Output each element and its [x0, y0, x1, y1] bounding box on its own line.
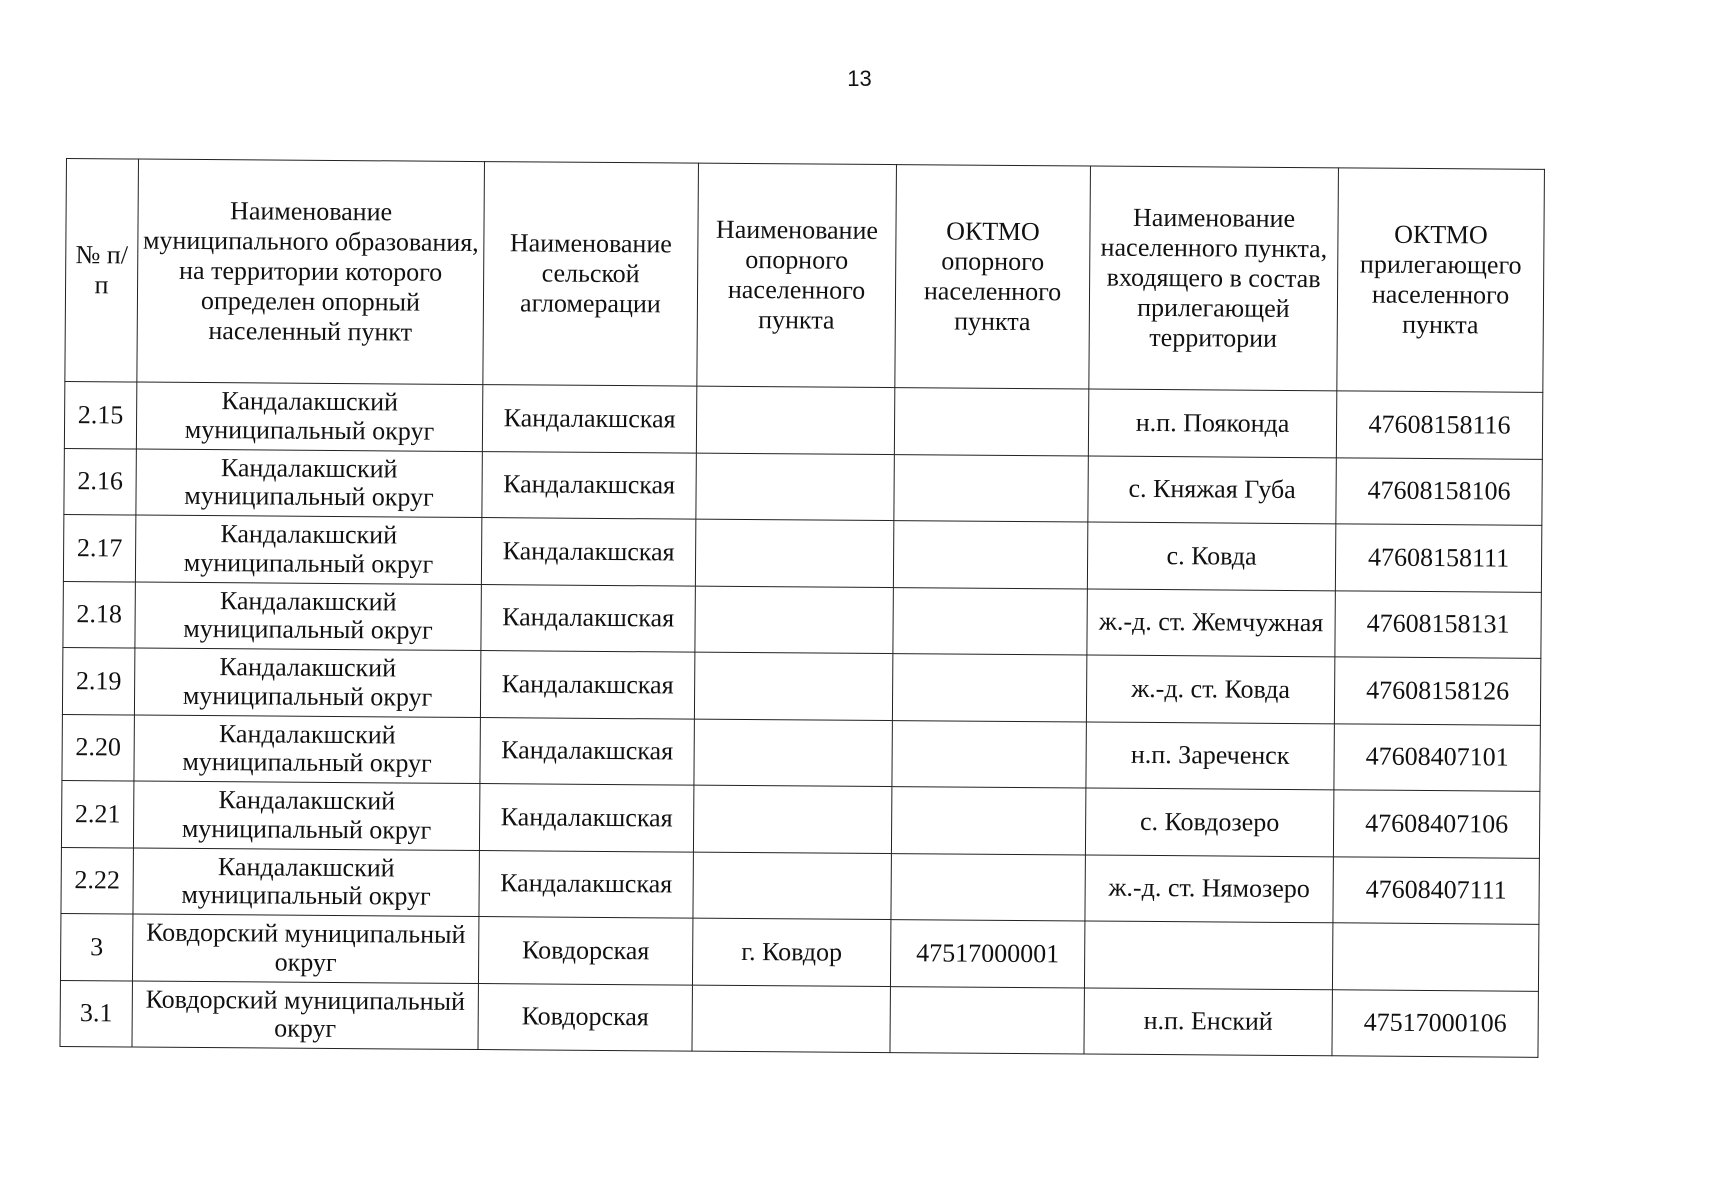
municipality-cell: Кандалакшский муниципальный округ: [134, 715, 480, 784]
municipality-cell: Кандалакшский муниципальный округ: [133, 848, 479, 917]
agglomeration-cell: Кандалакшская: [479, 784, 693, 852]
adjacent-oktmo-cell: 47608158126: [1334, 657, 1540, 725]
core-oktmo-cell: 47517000001: [890, 920, 1084, 988]
settlements-table: [59, 158, 1544, 1058]
adjacent-settlement-cell: ж.-д. ст. Нямозеро: [1085, 854, 1333, 922]
core-oktmo-cell: [894, 454, 1088, 522]
row-number-cell: 2.17: [63, 514, 135, 581]
core-settlement-cell: [696, 386, 894, 454]
core-oktmo-cell: [892, 654, 1086, 722]
col-municipality-header: Наименование муниципального образования, на территории которого определен опорный населенный пункт: [137, 159, 485, 385]
row-number-cell: 2.16: [64, 448, 136, 515]
table-body: [60, 381, 1543, 1057]
table-row: [60, 980, 1538, 1057]
adjacent-settlement-cell: ж.-д. ст. Жемчужная: [1087, 588, 1335, 656]
adjacent-oktmo-cell: [1332, 923, 1538, 991]
adjacent-oktmo-cell: 47608407111: [1333, 856, 1539, 924]
municipality-cell: Кандалакшский муниципальный округ: [133, 781, 479, 850]
agglomeration-cell: Кандалакшская: [482, 451, 696, 519]
table-row: [62, 714, 1540, 791]
adjacent-settlement-cell: ж.-д. ст. Ковда: [1086, 655, 1334, 723]
table-row: [64, 381, 1542, 458]
municipality-cell: Кандалакшский муниципальный округ: [135, 582, 481, 651]
table-row: [64, 448, 1542, 525]
adjacent-oktmo-cell: 47608158106: [1336, 457, 1542, 525]
col-adjacent-settlement-header: Наименование населенного пункта, входящего в состав прилегающей территории: [1089, 166, 1339, 391]
municipality-cell: Кандалакшский муниципальный округ: [134, 648, 480, 717]
core-settlement-cell: [693, 785, 891, 853]
core-settlement-cell: [695, 586, 893, 654]
adjacent-settlement-cell: н.п. Енский: [1084, 987, 1332, 1055]
core-oktmo-cell: [891, 787, 1085, 855]
adjacent-oktmo-cell: 47608407106: [1333, 790, 1539, 858]
table-row: [63, 581, 1541, 658]
agglomeration-cell: Кандалакшская: [481, 584, 695, 652]
col-core-settlement-header: Наименование опорного населенного пункта: [697, 163, 897, 387]
agglomeration-cell: Кандалакшская: [482, 385, 696, 453]
adjacent-settlement-cell: с. Ковдозеро: [1085, 788, 1333, 856]
col-agglomeration-header: Наименование сельской агломерации: [483, 162, 699, 387]
adjacent-settlement-cell: [1084, 921, 1332, 989]
core-oktmo-cell: [892, 720, 1086, 788]
core-oktmo-cell: [893, 521, 1087, 589]
adjacent-oktmo-cell: 47608158111: [1335, 524, 1541, 592]
table-row: [62, 647, 1540, 724]
municipality-cell: Кандалакшский муниципальный округ: [136, 382, 482, 451]
core-settlement-cell: [693, 852, 891, 920]
adjacent-oktmo-cell: 47608158131: [1335, 590, 1541, 658]
municipality-cell: Ковдорский муниципальный округ: [132, 914, 478, 983]
col-core-oktmo-header: ОКТМО опорного населенного пункта: [895, 165, 1091, 389]
core-settlement-cell: [694, 652, 892, 720]
core-oktmo-cell: [890, 986, 1084, 1054]
table-row: [61, 780, 1539, 857]
col-adjacent-oktmo-header: ОКТМО прилегающего населенного пункта: [1337, 168, 1545, 393]
row-number-cell: 2.18: [63, 581, 135, 648]
adjacent-settlement-cell: н.п. Пояконда: [1088, 389, 1336, 457]
row-number-cell: 2.21: [61, 780, 133, 847]
row-number-cell: 2.22: [61, 847, 133, 914]
agglomeration-cell: Кандалакшская: [479, 850, 693, 918]
table-row: [60, 913, 1538, 990]
table-row: [63, 514, 1541, 591]
core-settlement-cell: [692, 985, 890, 1053]
settlements-table-wrapper: [59, 158, 1544, 1058]
row-number-cell: 3.1: [60, 980, 132, 1047]
agglomeration-cell: Ковдорская: [478, 983, 692, 1051]
table-row: [61, 847, 1539, 924]
agglomeration-cell: Кандалакшская: [481, 518, 695, 586]
adjacent-oktmo-cell: 47608158116: [1336, 391, 1542, 459]
adjacent-settlement-cell: с. Княжая Губа: [1088, 456, 1336, 524]
municipality-cell: Ковдорский муниципальный округ: [132, 981, 478, 1050]
row-number-cell: 3: [60, 913, 132, 980]
adjacent-oktmo-cell: 47517000106: [1332, 989, 1538, 1057]
agglomeration-cell: Кандалакшская: [480, 717, 694, 785]
municipality-cell: Кандалакшский муниципальный округ: [135, 515, 481, 584]
adjacent-settlement-cell: с. Ковда: [1087, 522, 1335, 590]
core-settlement-cell: [696, 453, 894, 521]
core-oktmo-cell: [893, 587, 1087, 655]
core-oktmo-cell: [894, 388, 1088, 456]
page-number: 13: [847, 66, 872, 91]
municipality-cell: Кандалакшский муниципальный округ: [136, 449, 482, 518]
agglomeration-cell: Кандалакшская: [480, 651, 694, 719]
header-row: [65, 159, 1545, 393]
adjacent-oktmo-cell: 47608407101: [1334, 723, 1540, 791]
agglomeration-cell: Ковдорская: [478, 917, 692, 985]
core-settlement-cell: [695, 519, 893, 587]
col-number-header: № п/п: [65, 159, 139, 383]
core-settlement-cell: г. Ковдор: [692, 918, 890, 986]
table-header: [65, 159, 1545, 393]
core-oktmo-cell: [891, 853, 1085, 921]
row-number-cell: 2.15: [64, 381, 136, 448]
adjacent-settlement-cell: н.п. Зареченск: [1086, 721, 1334, 789]
row-number-cell: 2.20: [62, 714, 134, 781]
core-settlement-cell: [694, 719, 892, 787]
row-number-cell: 2.19: [62, 647, 134, 714]
